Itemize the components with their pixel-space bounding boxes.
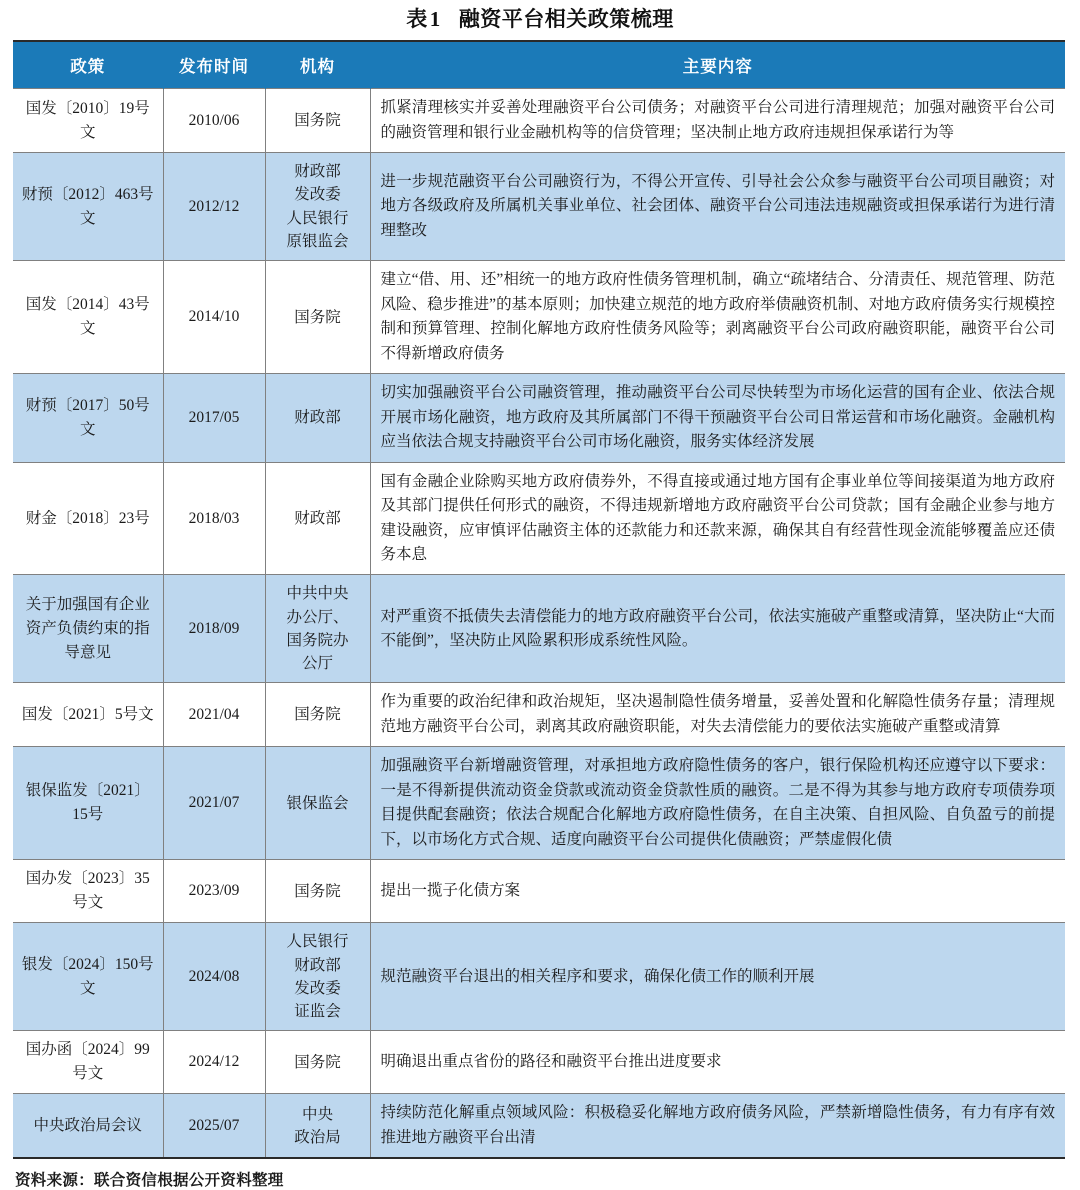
cell-organization [265,747,370,860]
table-row [13,462,1065,575]
cell-organization [265,923,370,1031]
cell-policy: 财预〔2017〕50号文 [13,374,163,462]
table-header-row [13,41,1065,89]
cell-content: 对严重资不抵债失去清偿能力的地方政府融资平台公司，依法实施破产重整或清算，坚决防止“大而不能倒”，坚决防止风险累积形成系统性风险。 [370,575,1065,683]
column-header-policy: 政策 [13,41,163,89]
column-header-org: 机构 [265,41,370,89]
organization-line: 发改委 [294,186,341,204]
cell-content: 明确退出重点省份的路径和融资平台推出进度要求 [370,1031,1065,1094]
column-header-content: 主要内容 [370,41,1065,89]
policy-table [13,40,1065,1159]
organization-line: 公厅 [301,655,333,673]
cell-date: 2024/08 [163,923,265,1031]
organization-line: 国务院 [294,706,341,724]
column-header-date: 发布时间 [163,41,265,89]
cell-organization [265,89,370,153]
cell-organization [265,575,370,683]
table-row [13,860,1065,923]
cell-content: 加强融资平台新增融资管理，对承担地方政府隐性债务的客户，银行保险机构还应遵守以下要求：一是不得新提供流动资金贷款或流动资金贷款性质的融资。二是不得为其参与地方政府专项债券项目提供配套融资；依法合规配合化解地方政府隐性债务，在自主决策、自担风险、自负盈亏的前提下，以市场化方式合规、适度向融资平台公司提供化债融资；严禁虚假化债 [370,747,1065,860]
organization-line: 原银监会 [286,232,349,250]
cell-content: 作为重要的政治纪律和政治规矩，坚决遏制隐性债务增量，妥善处置和化解隐性债务存量；清理规范地方融资平台公司，剥离其政府融资职能，对失去清偿能力的要依法实施破产重整或清算 [370,683,1065,747]
cell-policy: 财金〔2018〕23号 [13,462,163,575]
table-row [13,261,1065,374]
table-row [13,1094,1065,1158]
organization-line: 银保监会 [286,794,349,812]
cell-policy: 国发〔2021〕5号文 [13,683,163,747]
page-title [13,0,1067,40]
source-note: 资料来源：联合资信根据公开资料整理 [15,1172,284,1190]
cell-policy: 中央政治局会议 [13,1094,163,1158]
organization-line: 中共中央 [286,585,349,603]
table-title-label: 表 [406,7,428,31]
table-row [13,575,1065,683]
table-row [13,747,1065,860]
cell-date: 2014/10 [163,261,265,374]
table-body [13,89,1065,1159]
cell-content: 进一步规范融资平台公司融资行为，不得公开宣传、引导社会公众参与融资平台公司项目融资；对地方各级政府及所属机关事业单位、社会团体、融资平台公司违法违规融资或担保承诺行为进行清理整改 [370,153,1065,261]
organization-line: 办公厅、 [286,608,349,626]
cell-content: 持续防范化解重点领域风险：积极稳妥化解地方政府债务风险，严禁新增隐性债务，有力有序有效推进地方融资平台出清 [370,1094,1065,1158]
organization-line: 政治局 [294,1128,341,1146]
table-title-number: 1 [429,7,441,31]
organization-line: 国务院 [294,1053,341,1071]
cell-content: 规范融资平台退出的相关程序和要求，确保化债工作的顺利开展 [370,923,1065,1031]
table-row [13,374,1065,462]
organization-line: 财政部 [294,509,341,527]
organization-line: 国务院 [294,308,341,326]
cell-policy: 银发〔2024〕150号文 [13,923,163,1031]
cell-content: 建立“借、用、还”相统一的地方政府性债务管理机制，确立“疏堵结合、分清责任、规范管理、防范风险、稳步推进”的基本原则；加快建立规范的地方政府举债融资机制、对地方政府债务实行规模控制和预算管理、控制化解地方政府性债务风险等；剥离融资平台公司政府融资职能，融资平台公司不得新增政府债务 [370,261,1065,374]
organization-line: 人民银行 [286,933,349,951]
cell-policy: 关于加强国有企业资产负债约束的指导意见 [13,575,163,683]
cell-date: 2024/12 [163,1031,265,1094]
organization-line: 财政部 [294,409,341,427]
cell-date: 2023/09 [163,860,265,923]
cell-policy: 国发〔2014〕43号文 [13,261,163,374]
cell-policy: 国发〔2010〕19号文 [13,89,163,153]
table-row [13,153,1065,261]
organization-line: 国务院办 [286,631,349,649]
cell-date: 2018/09 [163,575,265,683]
cell-policy: 国办函〔2024〕99号文 [13,1031,163,1094]
cell-policy: 财预〔2012〕463号文 [13,153,163,261]
table-row [13,683,1065,747]
cell-content: 抓紧清理核实并妥善处理融资平台公司债务；对融资平台公司进行清理规范；加强对融资平台公司的融资管理和银行业金融机构等的信贷管理；坚决制止地方政府违规担保承诺行为等 [370,89,1065,153]
organization-line: 财政部 [294,956,341,974]
cell-organization [265,1031,370,1094]
organization-line: 财政部 [294,163,341,181]
cell-policy: 国办发〔2023〕35号文 [13,860,163,923]
cell-organization [265,860,370,923]
table-header [13,41,1065,89]
cell-date: 2018/03 [163,462,265,575]
cell-content: 提出一揽子化债方案 [370,860,1065,923]
cell-date: 2025/07 [163,1094,265,1158]
cell-date: 2017/05 [163,374,265,462]
organization-line: 国务院 [294,112,341,130]
organization-line: 中央 [301,1105,333,1123]
cell-date: 2012/12 [163,153,265,261]
organization-line: 证监会 [294,1003,341,1021]
organization-line: 人民银行 [286,209,349,227]
cell-date: 2010/06 [163,89,265,153]
cell-organization [265,1094,370,1158]
table-row [13,89,1065,153]
cell-organization [265,374,370,462]
table-title-text: 融资平台相关政策梳理 [458,7,674,31]
cell-content: 国有金融企业除购买地方政府债券外，不得直接或通过地方国有企事业单位等间接渠道为地方政府及其部门提供任何形式的融资，不得违规新增地方政府融资平台公司贷款；国有金融企业参与地方建设融资，应审慎评估融资主体的还款能力和还款来源，确保其自有经营性现金流能够覆盖应还债务本息 [370,462,1065,575]
cell-date: 2021/04 [163,683,265,747]
cell-organization [265,261,370,374]
table-row [13,923,1065,1031]
cell-policy: 银保监发〔2021〕15号 [13,747,163,860]
organization-line: 国务院 [294,882,341,900]
cell-organization [265,683,370,747]
cell-content: 切实加强融资平台公司融资管理，推动融资平台公司尽快转型为市场化运营的国有企业、依法合规开展市场化融资，地方政府及其所属部门不得干预融资平台公司日常运营和市场化融资。金融机构应当依法合规支持融资平台公司市场化融资，服务实体经济发展 [370,374,1065,462]
cell-organization [265,462,370,575]
organization-line: 发改委 [294,979,341,997]
table-row [13,1031,1065,1094]
cell-organization [265,153,370,261]
cell-date: 2021/07 [163,747,265,860]
